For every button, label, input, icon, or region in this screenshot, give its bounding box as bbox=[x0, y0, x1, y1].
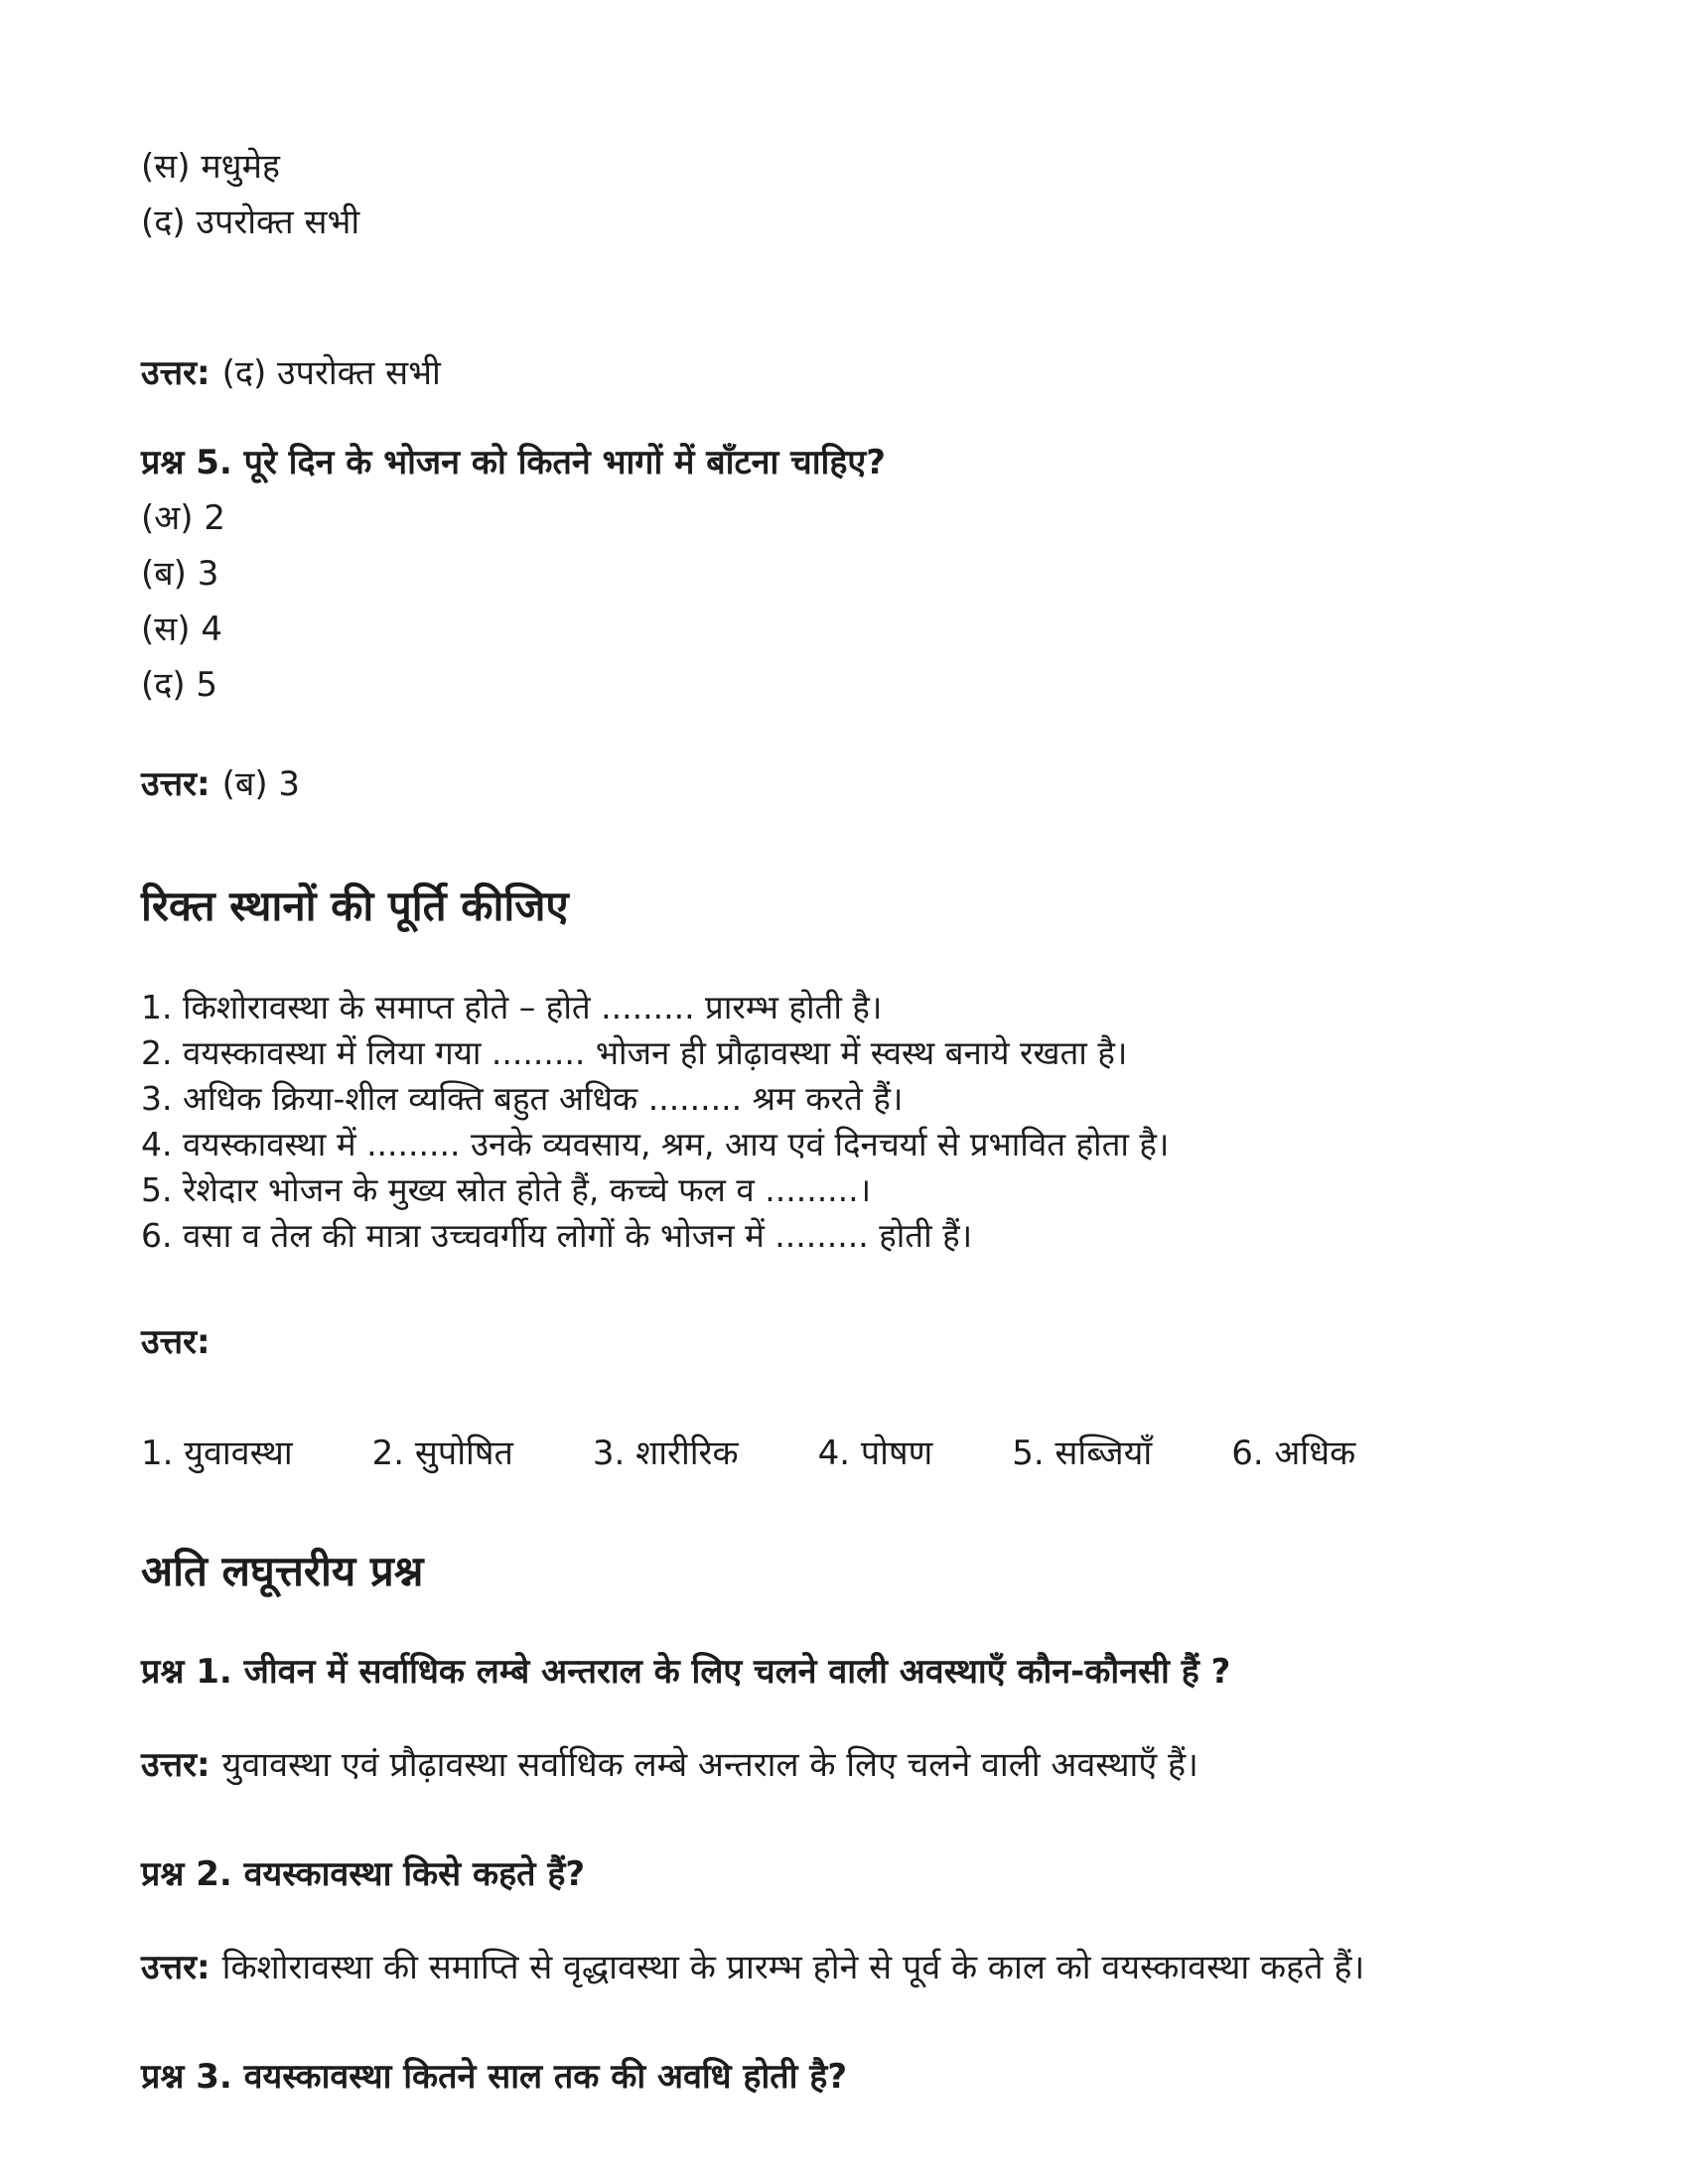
question-5-text: प्रश्न 5. पूरे दिन के भोजन को कितने भागों में बाँटना चाहिए? bbox=[141, 443, 886, 482]
fill-item: 6. वसा व तेल की मात्रा उच्चवर्गीय लोगों के भोजन में ......... होती हैं। bbox=[141, 1216, 973, 1255]
answer-line bbox=[141, 756, 1569, 812]
fill-answer: 6. अधिक bbox=[1231, 1433, 1356, 1473]
question-2-text: प्रश्न 2. वयस्कावस्था किसे कहते हैं? bbox=[141, 1854, 586, 1894]
answer-line bbox=[141, 1940, 1569, 1995]
short-questions-heading: अति लघूत्तरीय प्रश्न bbox=[141, 1547, 424, 1595]
answer-text: किशोरावस्था की समाप्ति से वृद्धावस्था के प्रारम्भ होने से पूर्व के काल को वयस्कावस्था कहते हैं। bbox=[221, 1948, 1365, 1987]
fill-answer: 1. युवावस्था bbox=[141, 1433, 293, 1473]
fill-item: 1. किशोरावस्था के समाप्त होते – होते ......... प्रारम्भ होती है। bbox=[141, 988, 883, 1026]
question-1-text: प्रश्न 1. जीवन में सर्वाधिक लम्बे अन्तराल के लिए चलने वाली अवस्थाएँ कौन-कौनसी हैं ? bbox=[141, 1652, 1231, 1692]
mcq-option: (द) उपरोक्त सभी bbox=[141, 203, 360, 242]
fill-item: 2. वयस्कावस्था में लिया गया ......... भोजन ही प्रौढ़ावस्था में स्वस्थ बनाये रखता है। bbox=[141, 1033, 1128, 1072]
answer-text: (ब) 3 bbox=[221, 764, 301, 804]
mcq-option: (अ) 2 bbox=[141, 498, 225, 538]
answer-label: उत्तर: bbox=[141, 1322, 211, 1362]
fill-answer: 2. सुपोषित bbox=[371, 1433, 513, 1473]
question-3-text: प्रश्न 3. वयस्कावस्था कितने साल तक की अवधि होती है? bbox=[141, 2057, 848, 2097]
fill-in-blanks-heading: रिक्त स्थानों की पूर्ति कीजिए bbox=[141, 882, 569, 930]
answer-text: (द) उपरोक्त सभी bbox=[221, 353, 441, 393]
fill-in-blanks-list bbox=[141, 985, 1569, 1259]
fill-answer: 3. शारीरिक bbox=[592, 1433, 739, 1473]
answer-label: उत्तर: bbox=[141, 764, 211, 804]
fill-answers-row bbox=[141, 1432, 1569, 1475]
fill-item: 4. वयस्कावस्था में ......... उनके व्यवसाय, श्रम, आय एवं दिनचर्या से प्रभावित होता है। bbox=[141, 1125, 1170, 1163]
mcq-option: (द) 5 bbox=[141, 665, 218, 705]
answer-line bbox=[141, 345, 1569, 401]
fill-answer: 4. पोषण bbox=[817, 1433, 933, 1473]
mcq-option: (स) मधुमेह bbox=[141, 147, 280, 187]
answer-label: उत्तर: bbox=[141, 1948, 211, 1987]
mcq-option: (स) 4 bbox=[141, 610, 222, 649]
fill-item: 3. अधिक क्रिया-शील व्यक्ति बहुत अधिक ......... श्रम करते हैं। bbox=[141, 1079, 904, 1118]
answer-label: उत्तर: bbox=[141, 353, 211, 393]
mcq-option: (ब) 3 bbox=[141, 554, 219, 594]
answer-line bbox=[141, 1737, 1569, 1793]
fill-answer: 5. सब्जियाँ bbox=[1012, 1433, 1153, 1473]
answer-text: युवावस्था एवं प्रौढ़ावस्था सर्वाधिक लम्बे अन्तराल के लिए चलने वाली अवस्थाएँ हैं। bbox=[221, 1745, 1198, 1785]
answer-label: उत्तर: bbox=[141, 1745, 211, 1785]
fill-item: 5. रेशेदार भोजन के मुख्य स्रोत होते हैं, कच्चे फल व .........। bbox=[141, 1170, 872, 1209]
